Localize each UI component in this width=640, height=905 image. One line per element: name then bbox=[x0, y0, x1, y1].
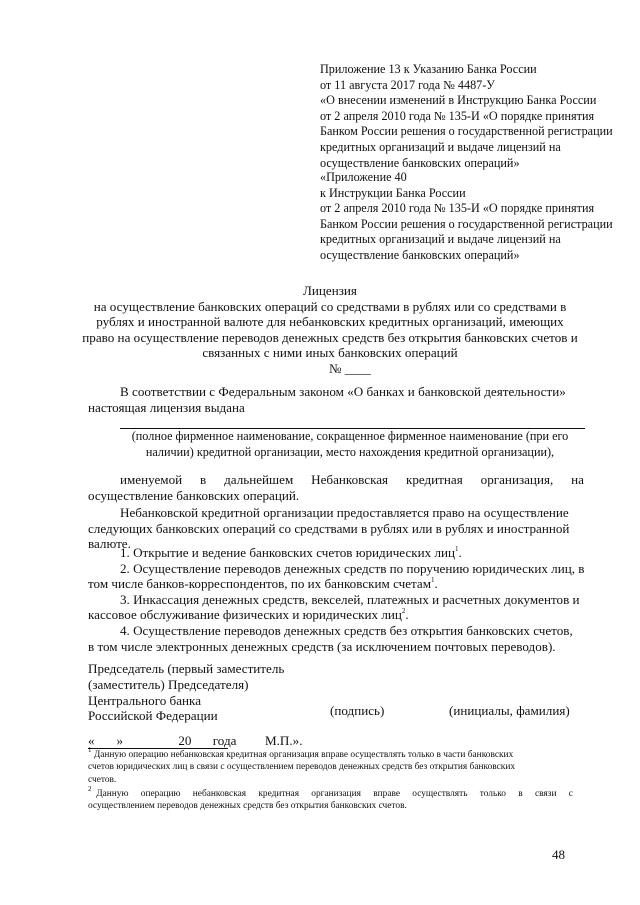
attachment-original-line: кредитных организаций и выдаче лицензий на bbox=[320, 232, 561, 247]
footnote-2 bbox=[88, 784, 573, 813]
grant-line: следующих банковских операций со средствами в рублях или в рублях и иностранной bbox=[88, 520, 570, 536]
named-word: кредитная bbox=[405, 472, 463, 487]
operation-end: . bbox=[458, 545, 462, 560]
attachment-original-line: от 2 апреля 2010 года № 135-И «О порядке принятия bbox=[320, 201, 595, 216]
year-suffix: года bbox=[212, 733, 237, 748]
footnote-word: связи bbox=[534, 789, 557, 799]
signatory-title bbox=[88, 661, 284, 724]
named-word: в bbox=[200, 472, 207, 487]
attachment-original-line: к Инструкции Банка России bbox=[320, 185, 466, 200]
footnote-word: с bbox=[568, 789, 573, 799]
signatory-line: Российской Федерации bbox=[88, 708, 218, 724]
organization-caption bbox=[110, 429, 590, 460]
signatory-line: Центрального банка bbox=[88, 692, 202, 708]
operation-end: . bbox=[405, 607, 409, 623]
license-heading: Лицензия bbox=[303, 283, 357, 298]
footnote-line: счетов юридических лиц в связи с осуществлением переводов денежных средств без открытия банковских bbox=[88, 762, 516, 773]
footnote-ref: 2 bbox=[401, 607, 406, 616]
operation-text: 1. Открытие и ведение банковских счетов юридических лиц bbox=[120, 545, 455, 560]
operation-item-2: 2. Осуществление переводов денежных средств по поручению юридических лиц, в bbox=[120, 560, 585, 576]
year-prefix: 20 bbox=[178, 733, 192, 748]
quote-open: « bbox=[88, 733, 95, 748]
named-paragraph bbox=[88, 472, 584, 503]
footnote-mark: 1 bbox=[88, 745, 92, 754]
signatory-line: (заместитель) Председателя) bbox=[88, 676, 249, 692]
attachment-header-line: кредитных организаций и выдаче лицензий на bbox=[320, 139, 561, 154]
footnote-word: в bbox=[518, 789, 523, 799]
license-subtitle-line: на осуществление банковских операций со средствами в рублях или со средствами в bbox=[93, 298, 567, 314]
footnote-line bbox=[88, 784, 573, 800]
operation-item-4: 4. Осуществление переводов денежных средств без открытия банковских счетов, bbox=[120, 622, 573, 638]
page-number: 48 bbox=[552, 847, 566, 862]
intro-line: В соответствии с Федеральным законом «О банках и банковской деятельности» bbox=[120, 384, 566, 399]
intro-paragraph bbox=[88, 384, 584, 415]
footnote-word: только bbox=[479, 789, 506, 799]
named-line bbox=[88, 472, 584, 488]
footnote-word: кредитная bbox=[258, 789, 300, 799]
attachment-header-line: от 11 августа 2017 года № 4487-У bbox=[320, 77, 495, 92]
named-line: осуществление банковских операций. bbox=[88, 487, 300, 503]
license-subtitle-line: право на осуществление переводов денежных средств без открытия банковских счетов и bbox=[82, 329, 578, 345]
caption-line: наличии) кредитной организации, место нахождения кредитной организации), bbox=[145, 444, 555, 459]
footnote-ref: 1 bbox=[431, 575, 435, 584]
operation-item-4-cont: в том числе электронных денежных средств (за исключением почтовых переводов). bbox=[88, 638, 556, 654]
footnote-word bbox=[88, 784, 129, 800]
intro-line: настоящая лицензия выдана bbox=[88, 399, 245, 415]
footnote-word: организация bbox=[311, 789, 361, 799]
named-word: именуемой bbox=[120, 472, 183, 487]
license-subtitle-line: связанных с ними иных банковских операций bbox=[202, 345, 458, 361]
operations-list bbox=[88, 545, 584, 654]
grant-line: валюте. bbox=[88, 536, 131, 552]
operation-item-2-cont bbox=[88, 576, 584, 592]
quote-close: » bbox=[116, 733, 124, 748]
footnote-1 bbox=[88, 745, 573, 786]
signature-label: (подпись) bbox=[330, 703, 385, 718]
operation-text: кассовое обслуживание физических и юридических лиц bbox=[88, 607, 402, 623]
license-number: № ____ bbox=[329, 360, 371, 376]
named-word: Небанковская bbox=[311, 472, 389, 487]
operation-end: . bbox=[434, 576, 438, 592]
footnote-word-text: Данную bbox=[96, 789, 129, 799]
attachment-original-line: «Приложение 40 bbox=[320, 170, 407, 184]
attachment-header bbox=[320, 62, 612, 171]
footnote-word: операцию bbox=[140, 789, 181, 799]
operation-item-3-cont bbox=[88, 607, 584, 623]
attachment-header-line: от 2 апреля 2010 года № 135-И «О порядке принятия bbox=[320, 108, 595, 123]
attachment-header-line: осуществление банковских операций» bbox=[320, 155, 520, 170]
attachment-original-line: осуществление банковских операций» bbox=[320, 247, 520, 262]
attachment-original-header bbox=[320, 170, 612, 264]
grant-line: Небанковской кредитной организации предоставляется право на осуществление bbox=[120, 505, 569, 520]
attachment-header-line: Приложение 13 к Указанию Банка России bbox=[320, 62, 537, 76]
footnote-ref: 1 bbox=[455, 544, 459, 553]
operation-text: том числе банков-корреспондентов, по их банковским счетам bbox=[88, 576, 432, 592]
caption-line: (полное фирменное наименование, сокращенное фирменное наименование (при его bbox=[131, 429, 569, 443]
attachment-header-line: Банком России решения о государственной регистрации bbox=[320, 124, 613, 139]
footnote-word: небанковская bbox=[192, 789, 247, 799]
operation-item-3: 3. Инкассация денежных средств, векселей, платежных и расчетных документов и bbox=[120, 591, 580, 607]
name-label: (инициалы, фамилия) bbox=[449, 703, 570, 718]
named-word: на bbox=[571, 472, 584, 487]
footnote-line bbox=[88, 745, 573, 761]
footnote-line: счетов. bbox=[88, 774, 117, 785]
attachment-header-line: «О внесении изменений в Инструкцию Банка России bbox=[320, 93, 597, 108]
license-title bbox=[80, 283, 580, 377]
signatory-line: Председатель (первый заместитель bbox=[88, 661, 285, 676]
named-word: дальнейшем bbox=[224, 472, 294, 487]
license-subtitle-line: рублях и иностранной валюте для небанковских кредитных организаций, имеющих bbox=[96, 314, 564, 330]
footnote-word: вправе bbox=[373, 789, 401, 799]
seal-mark: М.П.». bbox=[265, 733, 303, 748]
named-word: организация, bbox=[480, 472, 554, 487]
footnote-mark: 2 bbox=[88, 784, 92, 793]
operation-item-1 bbox=[88, 545, 584, 561]
footnote-word: осуществлять bbox=[412, 789, 468, 799]
footnote-line: осуществлением переводов денежных средств без открытия банковских счетов. bbox=[88, 801, 407, 812]
footnote-text: Данную операцию небанковская кредитная организация вправе осуществлять только в части банковских bbox=[93, 750, 514, 760]
date-line bbox=[88, 733, 302, 749]
attachment-original-line: Банком России решения о государственной регистрации bbox=[320, 216, 613, 231]
